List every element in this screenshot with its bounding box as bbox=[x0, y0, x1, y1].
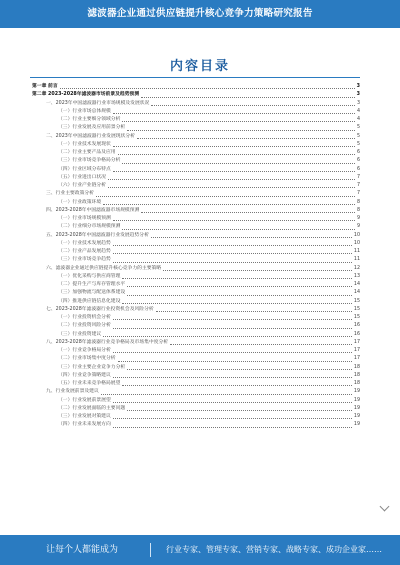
toc-page-number: 10 bbox=[353, 232, 360, 238]
toc-entry-title: （四）行业竞争策略建议 bbox=[58, 372, 111, 378]
toc-leader-dots bbox=[122, 120, 355, 122]
toc-entry-title: 八、2023-2028年滤波器行业竞争格局及市场集中度分析 bbox=[46, 339, 169, 345]
toc-entry[interactable] bbox=[32, 207, 360, 215]
toc-page-number: 7 bbox=[356, 191, 360, 197]
toc-entry-title: （三）行业主要企业竞争力分析 bbox=[58, 364, 126, 370]
toc-leader-dots bbox=[96, 195, 355, 197]
toc-entry[interactable] bbox=[32, 289, 360, 297]
toc-entry-title: （二）行业产品发展趋势 bbox=[58, 249, 111, 254]
toc-page-number: 15 bbox=[353, 315, 360, 320]
toc-page-number: 6 bbox=[356, 150, 360, 155]
toc-entry[interactable] bbox=[32, 83, 360, 91]
toc-leader-dots bbox=[122, 277, 352, 279]
toc-entry-title: （二）行业细分市场规模预测 bbox=[58, 224, 121, 230]
chevron-right-icon[interactable] bbox=[374, 503, 388, 513]
toc-entry-title: （二）行业市场集中度分析 bbox=[58, 356, 116, 362]
toc-entry[interactable] bbox=[32, 223, 360, 231]
toc-entry[interactable] bbox=[32, 397, 360, 405]
toc-leader-dots bbox=[137, 137, 355, 139]
toc-leader-dots bbox=[101, 393, 352, 395]
toc-leader-dots bbox=[127, 294, 352, 296]
toc-leader-dots bbox=[113, 376, 352, 378]
toc-page-number: 14 bbox=[353, 282, 360, 287]
toc-entry[interactable] bbox=[32, 190, 360, 198]
toc-entry-title: 四、2023-2028年中国滤波器市场规模预测 bbox=[46, 207, 140, 213]
toc-leader-dots bbox=[113, 327, 352, 329]
toc-entry-title: （一）行业市场总体规模 bbox=[58, 108, 111, 114]
toc-entry-title: （五）行业未来竞争格局展望 bbox=[58, 381, 121, 386]
toc-page-number: 5 bbox=[356, 133, 360, 139]
toc-entry-title: （一）行业技术发展现状 bbox=[58, 141, 111, 147]
toc-page-number: 5 bbox=[356, 125, 360, 131]
toc-leader-dots bbox=[113, 261, 352, 263]
toc-entry[interactable] bbox=[32, 339, 360, 347]
toc-page-number: 11 bbox=[353, 249, 360, 254]
toc-page-number: 8 bbox=[356, 199, 360, 205]
toc-page-number: 15 bbox=[353, 306, 360, 312]
toc-page-number: 6 bbox=[356, 158, 360, 164]
toc-divider bbox=[30, 77, 360, 78]
toc-page-number: 3 bbox=[356, 92, 360, 98]
toc-entry-title: （二）提升生产与库存管理水平 bbox=[58, 282, 126, 287]
toc-leader-dots bbox=[113, 426, 352, 428]
toc-leader-dots bbox=[113, 219, 355, 221]
toc-entry-title: 三、行业主要政策分析 bbox=[46, 191, 94, 197]
toc-page-number: 14 bbox=[353, 290, 360, 296]
header-bar bbox=[0, 0, 400, 28]
toc-entry-title: （六）行业产业链分析 bbox=[58, 183, 106, 188]
toc-page-number: 11 bbox=[353, 257, 360, 263]
toc-entry-title: （一）行业市场规模预测 bbox=[58, 216, 111, 221]
toc-leader-dots bbox=[163, 269, 352, 271]
toc-entry[interactable] bbox=[32, 157, 360, 165]
toc-page-number: 17 bbox=[353, 356, 360, 362]
toc-page-number: 18 bbox=[353, 364, 360, 370]
toc-entry[interactable] bbox=[32, 405, 360, 413]
toc-entry[interactable] bbox=[32, 232, 360, 240]
toc-entry-title: 六、滤波器企业通过供应链提升核心竞争力的主要策略 bbox=[46, 265, 162, 271]
toc-leader-dots bbox=[108, 178, 355, 180]
toc-page-number: 19 bbox=[353, 422, 360, 428]
toc-entry[interactable] bbox=[32, 141, 360, 149]
toc-entry[interactable] bbox=[32, 347, 360, 355]
toc-entry-title: （三）行业发展对策建议 bbox=[58, 414, 111, 419]
toc-page-number: 10 bbox=[353, 240, 360, 246]
toc-leader-dots bbox=[113, 318, 352, 320]
toc-leader-dots bbox=[113, 170, 355, 172]
toc-leader-dots bbox=[170, 343, 352, 345]
table-of-contents bbox=[32, 83, 360, 430]
toc-entry-title: （三）加强物流与配送体系建设 bbox=[58, 290, 126, 296]
toc-page-number: 7 bbox=[356, 174, 360, 180]
toc-entry[interactable] bbox=[32, 240, 360, 248]
toc-entry-title: （四）推进供应链信息化建设 bbox=[58, 298, 121, 304]
toc-page-number: 16 bbox=[353, 331, 360, 337]
toc-entry[interactable] bbox=[32, 133, 360, 141]
footer-divider bbox=[150, 543, 151, 557]
toc-entry-title: （一）行业竞争格局分析 bbox=[58, 348, 111, 353]
toc-entry[interactable] bbox=[32, 380, 360, 388]
toc-leader-dots bbox=[113, 244, 352, 246]
toc-page-number: 15 bbox=[353, 298, 360, 304]
toc-entry-title: 第二章 2023-2028年滤波器市场前景及趋势预测 bbox=[32, 92, 140, 98]
toc-leader-dots bbox=[122, 228, 355, 230]
toc-entry[interactable] bbox=[32, 182, 360, 190]
toc-page-number: 5 bbox=[356, 141, 360, 147]
toc-entry[interactable] bbox=[32, 149, 360, 157]
toc-entry[interactable] bbox=[32, 91, 360, 99]
toc-entry[interactable] bbox=[32, 100, 360, 108]
toc-page-number: 6 bbox=[356, 166, 360, 172]
footer-tagline: 行业专家、管理专家、营销专家、战略专家、成功企业家…… bbox=[166, 545, 382, 554]
toc-page-number: 16 bbox=[353, 323, 360, 329]
toc-entry[interactable] bbox=[32, 355, 360, 363]
toc-entry-title: 一、2023年中国滤波器行业市场规模及发展状况 bbox=[46, 100, 150, 106]
toc-page-number: 9 bbox=[356, 216, 360, 221]
toc-page-number: 19 bbox=[353, 397, 360, 403]
toc-page-number: 12 bbox=[353, 265, 360, 271]
toc-leader-dots bbox=[127, 129, 355, 131]
toc-entry[interactable] bbox=[32, 298, 360, 306]
toc-leader-dots bbox=[108, 186, 355, 188]
toc-entry-title: （一）行业政策环境 bbox=[58, 199, 102, 205]
toc-page-number: 3 bbox=[356, 100, 360, 106]
toc-entry-title: 五、2023-2028年中国滤波器行业发展趋势分析 bbox=[46, 232, 149, 238]
footer-slogan: 让每个人都能成为 bbox=[46, 545, 119, 555]
toc-page-number: 18 bbox=[353, 381, 360, 386]
report-title: 滤波器企业通过供应链提升核心竞争力策略研究报告 bbox=[87, 8, 313, 19]
toc-heading: 内容目录 bbox=[169, 59, 230, 74]
toc-entry-title: （二）行业主要细分领域分析 bbox=[58, 117, 121, 122]
toc-entry-title: （二）行业发展面临的主要问题 bbox=[58, 405, 126, 411]
toc-leader-dots bbox=[151, 104, 355, 106]
toc-page-number: 19 bbox=[353, 414, 360, 419]
toc-leader-dots bbox=[122, 384, 352, 386]
toc-entry-title: （三）行业发展及应用前景分析 bbox=[58, 125, 126, 131]
toc-entry[interactable] bbox=[32, 331, 360, 339]
toc-leader-dots bbox=[113, 401, 352, 403]
toc-leader-dots bbox=[103, 335, 352, 337]
toc-leader-dots bbox=[127, 409, 352, 411]
toc-page-number: 4 bbox=[356, 117, 360, 122]
toc-entry-title: 第一章 前言 bbox=[32, 84, 58, 89]
toc-leader-dots bbox=[113, 351, 352, 353]
toc-leader-dots bbox=[151, 236, 352, 238]
toc-entry[interactable] bbox=[32, 421, 360, 429]
toc-entry-title: （三）行业市场竞争格局分析 bbox=[58, 158, 121, 164]
toc-entry[interactable] bbox=[32, 364, 360, 372]
toc-entry[interactable] bbox=[32, 265, 360, 273]
toc-leader-dots bbox=[127, 368, 352, 370]
toc-leader-dots bbox=[156, 310, 352, 312]
toc-page-number: 3 bbox=[356, 84, 360, 89]
toc-leader-dots bbox=[113, 112, 355, 114]
toc-leader-dots bbox=[113, 252, 352, 254]
toc-page-number: 19 bbox=[353, 405, 360, 411]
toc-entry[interactable] bbox=[32, 215, 360, 223]
toc-page-number: 17 bbox=[353, 339, 360, 345]
toc-page-number: 4 bbox=[356, 108, 360, 114]
toc-entry-title: 二、2023年中国滤波器行业发展现状分析 bbox=[46, 133, 135, 139]
toc-page-number: 9 bbox=[356, 224, 360, 230]
toc-entry[interactable] bbox=[32, 108, 360, 116]
toc-entry[interactable] bbox=[32, 314, 360, 322]
toc-page-number: 8 bbox=[356, 207, 360, 213]
toc-entry[interactable] bbox=[32, 372, 360, 380]
toc-leader-dots bbox=[113, 145, 355, 147]
toc-entry[interactable] bbox=[32, 273, 360, 281]
toc-page-number: 7 bbox=[356, 183, 360, 188]
toc-entry[interactable] bbox=[32, 166, 360, 174]
toc-page-number: 19 bbox=[353, 389, 360, 395]
toc-entry[interactable] bbox=[32, 388, 360, 396]
toc-leader-dots bbox=[60, 87, 355, 89]
toc-entry-title: （二）行业主要产品及应用 bbox=[58, 150, 116, 155]
toc-leader-dots bbox=[141, 96, 355, 98]
toc-entry[interactable] bbox=[32, 281, 360, 289]
toc-entry-title: （四）行业未来发展方向 bbox=[58, 422, 111, 428]
toc-leader-dots bbox=[118, 360, 352, 362]
footer-bar bbox=[0, 535, 400, 565]
toc-entry-title: 九、行业发展前景及建议 bbox=[46, 389, 99, 395]
toc-entry-title: （一）行业发展前景展望 bbox=[58, 397, 111, 403]
toc-leader-dots bbox=[127, 285, 352, 287]
toc-entry-title: （一）行业投资机会分析 bbox=[58, 315, 111, 320]
toc-entry-title: （二）行业投资风险分析 bbox=[58, 323, 111, 329]
toc-entry[interactable] bbox=[32, 256, 360, 264]
toc-page-number: 13 bbox=[353, 273, 360, 279]
toc-entry[interactable] bbox=[32, 199, 360, 207]
toc-entry[interactable] bbox=[32, 124, 360, 132]
toc-entry-title: （一）行业技术发展趋势 bbox=[58, 240, 111, 246]
toc-page-number: 18 bbox=[353, 372, 360, 378]
toc-entry[interactable] bbox=[32, 306, 360, 314]
toc-entry-title: （四）行业区域分布特点 bbox=[58, 166, 111, 172]
toc-entry[interactable] bbox=[32, 322, 360, 330]
toc-leader-dots bbox=[118, 153, 355, 155]
toc-leader-dots bbox=[122, 162, 355, 164]
toc-leader-dots bbox=[103, 203, 355, 205]
toc-leader-dots bbox=[113, 417, 352, 419]
toc-entry-title: （五）行业进出口状况 bbox=[58, 174, 106, 180]
toc-entry[interactable] bbox=[32, 248, 360, 256]
toc-entry-title: （一）优化采购与供应商管理 bbox=[58, 273, 121, 279]
toc-entry[interactable] bbox=[32, 116, 360, 124]
toc-entry-title: 七、2023-2028年滤波器行业投资机会及风险分析 bbox=[46, 306, 154, 312]
toc-leader-dots bbox=[141, 211, 355, 213]
toc-page-number: 17 bbox=[353, 348, 360, 353]
toc-entry[interactable] bbox=[32, 413, 360, 421]
toc-entry-title: （三）行业投资建议 bbox=[58, 331, 102, 337]
toc-entry[interactable] bbox=[32, 174, 360, 182]
toc-entry-title: （三）行业市场竞争趋势 bbox=[58, 257, 111, 263]
toc-leader-dots bbox=[122, 302, 352, 304]
